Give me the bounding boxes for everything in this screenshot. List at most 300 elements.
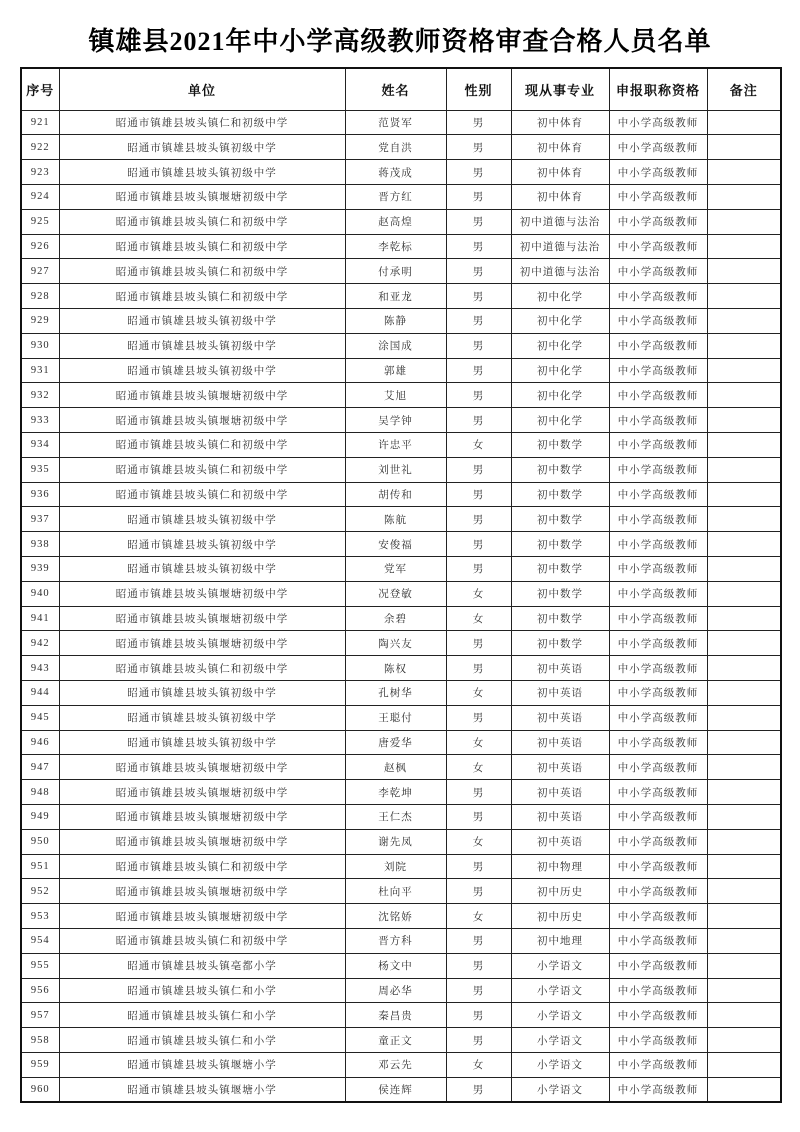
cell-unit: 昭通市镇雄县坡头镇初级中学: [59, 557, 345, 582]
cell-title-qualification: 中小学高级教师: [609, 209, 707, 234]
cell-gender: 男: [446, 309, 511, 334]
cell-serial: 929: [21, 309, 59, 334]
cell-unit: 昭通市镇雄县坡头镇初级中学: [59, 507, 345, 532]
cell-serial: 941: [21, 606, 59, 631]
cell-specialty: 初中英语: [511, 805, 609, 830]
cell-remark: [707, 1028, 781, 1053]
cell-specialty: 初中化学: [511, 284, 609, 309]
cell-gender: 男: [446, 928, 511, 953]
cell-specialty: 初中物理: [511, 854, 609, 879]
cell-specialty: 初中数学: [511, 557, 609, 582]
cell-unit: 昭通市镇雄县坡头镇仁和小学: [59, 1003, 345, 1028]
cell-specialty: 初中化学: [511, 333, 609, 358]
cell-title-qualification: 中小学高级教师: [609, 333, 707, 358]
cell-unit: 昭通市镇雄县坡头镇堰塘初级中学: [59, 879, 345, 904]
cell-specialty: 初中道德与法治: [511, 234, 609, 259]
cell-unit: 昭通市镇雄县坡头镇仁和初级中学: [59, 482, 345, 507]
cell-title-qualification: 中小学高级教师: [609, 730, 707, 755]
table-row: [21, 482, 781, 507]
cell-serial: 948: [21, 780, 59, 805]
cell-gender: 男: [446, 1077, 511, 1102]
cell-specialty: 初中数学: [511, 482, 609, 507]
cell-serial: 935: [21, 457, 59, 482]
table-row: [21, 185, 781, 210]
cell-unit: 昭通市镇雄县坡头镇初级中学: [59, 358, 345, 383]
cell-name: 王聪付: [345, 705, 446, 730]
cell-gender: 男: [446, 185, 511, 210]
table-row: [21, 755, 781, 780]
cell-name: 和亚龙: [345, 284, 446, 309]
cell-unit: 昭通市镇雄县坡头镇仁和初级中学: [59, 457, 345, 482]
cell-name: 陈静: [345, 309, 446, 334]
cell-remark: [707, 705, 781, 730]
cell-unit: 昭通市镇雄县坡头镇仁和初级中学: [59, 209, 345, 234]
cell-unit: 昭通市镇雄县坡头镇堰塘初级中学: [59, 631, 345, 656]
cell-name: 刘世礼: [345, 457, 446, 482]
table-header: [21, 68, 781, 110]
cell-gender: 男: [446, 953, 511, 978]
cell-remark: [707, 532, 781, 557]
cell-gender: 男: [446, 507, 511, 532]
cell-remark: [707, 457, 781, 482]
cell-unit: 昭通市镇雄县坡头镇初级中学: [59, 730, 345, 755]
cell-name: 安俊福: [345, 532, 446, 557]
cell-remark: [707, 209, 781, 234]
cell-remark: [707, 656, 781, 681]
table-row: [21, 383, 781, 408]
cell-specialty: 初中历史: [511, 879, 609, 904]
table-row: [21, 854, 781, 879]
cell-remark: [707, 805, 781, 830]
cell-gender: 男: [446, 1003, 511, 1028]
cell-gender: 男: [446, 854, 511, 879]
cell-title-qualification: 中小学高级教师: [609, 978, 707, 1003]
cell-serial: 945: [21, 705, 59, 730]
table-row: [21, 978, 781, 1003]
cell-name: 谢先凤: [345, 829, 446, 854]
page-title: 镇雄县2021年中小学高级教师资格审查合格人员名单: [88, 27, 712, 56]
cell-specialty: 初中化学: [511, 358, 609, 383]
cell-gender: 男: [446, 110, 511, 135]
cell-remark: [707, 978, 781, 1003]
cell-title-qualification: 中小学高级教师: [609, 284, 707, 309]
cell-name: 陈航: [345, 507, 446, 532]
cell-gender: 男: [446, 160, 511, 185]
cell-remark: [707, 1077, 781, 1102]
cell-name: 涂国成: [345, 333, 446, 358]
cell-specialty: 初中道德与法治: [511, 209, 609, 234]
cell-gender: 女: [446, 606, 511, 631]
cell-name: 艾旭: [345, 383, 446, 408]
header-unit: 单位: [59, 68, 345, 110]
cell-remark: [707, 110, 781, 135]
cell-title-qualification: 中小学高级教师: [609, 234, 707, 259]
cell-unit: 昭通市镇雄县坡头镇仁和初级中学: [59, 284, 345, 309]
table-row: [21, 730, 781, 755]
cell-gender: 男: [446, 705, 511, 730]
cell-remark: [707, 879, 781, 904]
table-row: [21, 581, 781, 606]
cell-unit: 昭通市镇雄县坡头镇仁和初级中学: [59, 259, 345, 284]
cell-gender: 女: [446, 755, 511, 780]
cell-serial: 957: [21, 1003, 59, 1028]
cell-title-qualification: 中小学高级教师: [609, 482, 707, 507]
cell-serial: 925: [21, 209, 59, 234]
cell-gender: 男: [446, 333, 511, 358]
header-row: [21, 68, 781, 110]
cell-remark: [707, 358, 781, 383]
cell-serial: 953: [21, 904, 59, 929]
cell-remark: [707, 1052, 781, 1077]
cell-serial: 955: [21, 953, 59, 978]
cell-title-qualification: 中小学高级教师: [609, 358, 707, 383]
cell-unit: 昭通市镇雄县坡头镇初级中学: [59, 705, 345, 730]
cell-remark: [707, 928, 781, 953]
cell-specialty: 初中化学: [511, 309, 609, 334]
cell-unit: 昭通市镇雄县坡头镇仁和初级中学: [59, 433, 345, 458]
cell-name: 晋方红: [345, 185, 446, 210]
cell-serial: 927: [21, 259, 59, 284]
cell-title-qualification: 中小学高级教师: [609, 805, 707, 830]
cell-title-qualification: 中小学高级教师: [609, 185, 707, 210]
cell-name: 秦昌贵: [345, 1003, 446, 1028]
table-row: [21, 928, 781, 953]
table-row: [21, 705, 781, 730]
cell-specialty: 小学语文: [511, 1003, 609, 1028]
cell-serial: 936: [21, 482, 59, 507]
cell-title-qualification: 中小学高级教师: [609, 1077, 707, 1102]
cell-name: 李乾标: [345, 234, 446, 259]
cell-unit: 昭通市镇雄县坡头镇堰塘小学: [59, 1052, 345, 1077]
cell-name: 胡传和: [345, 482, 446, 507]
cell-unit: 昭通市镇雄县坡头镇仁和小学: [59, 1028, 345, 1053]
cell-name: 杜向平: [345, 879, 446, 904]
cell-specialty: 小学语文: [511, 978, 609, 1003]
table-row: [21, 457, 781, 482]
cell-remark: [707, 482, 781, 507]
cell-remark: [707, 160, 781, 185]
cell-gender: 女: [446, 681, 511, 706]
cell-unit: 昭通市镇雄县坡头镇堰塘初级中学: [59, 780, 345, 805]
cell-unit: 昭通市镇雄县坡头镇仁和初级中学: [59, 234, 345, 259]
cell-title-qualification: 中小学高级教师: [609, 681, 707, 706]
cell-gender: 男: [446, 209, 511, 234]
cell-specialty: 初中英语: [511, 829, 609, 854]
cell-unit: 昭通市镇雄县坡头镇初级中学: [59, 333, 345, 358]
cell-title-qualification: 中小学高级教师: [609, 606, 707, 631]
cell-unit: 昭通市镇雄县坡头镇堰塘初级中学: [59, 185, 345, 210]
cell-serial: 951: [21, 854, 59, 879]
cell-gender: 男: [446, 135, 511, 160]
cell-gender: 男: [446, 780, 511, 805]
cell-specialty: 小学语文: [511, 1077, 609, 1102]
cell-gender: 男: [446, 457, 511, 482]
cell-title-qualification: 中小学高级教师: [609, 1052, 707, 1077]
cell-title-qualification: 中小学高级教师: [609, 631, 707, 656]
cell-remark: [707, 234, 781, 259]
cell-serial: 937: [21, 507, 59, 532]
cell-name: 吴学钟: [345, 408, 446, 433]
cell-remark: [707, 284, 781, 309]
cell-remark: [707, 953, 781, 978]
cell-name: 童正文: [345, 1028, 446, 1053]
cell-unit: 昭通市镇雄县坡头镇初级中学: [59, 309, 345, 334]
cell-serial: 943: [21, 656, 59, 681]
cell-name: 侯连辉: [345, 1077, 446, 1102]
cell-unit: 昭通市镇雄县坡头镇仁和小学: [59, 978, 345, 1003]
cell-remark: [707, 383, 781, 408]
teacher-roster-table: [20, 67, 782, 1103]
cell-gender: 女: [446, 730, 511, 755]
table-row: [21, 284, 781, 309]
cell-remark: [707, 730, 781, 755]
table-row: [21, 681, 781, 706]
cell-name: 党军: [345, 557, 446, 582]
cell-title-qualification: 中小学高级教师: [609, 656, 707, 681]
cell-name: 沈铭娇: [345, 904, 446, 929]
cell-remark: [707, 408, 781, 433]
cell-unit: 昭通市镇雄县坡头镇仁和初级中学: [59, 854, 345, 879]
cell-specialty: 初中数学: [511, 433, 609, 458]
cell-title-qualification: 中小学高级教师: [609, 1003, 707, 1028]
cell-gender: 男: [446, 631, 511, 656]
cell-name: 晋方科: [345, 928, 446, 953]
cell-name: 赵枫: [345, 755, 446, 780]
cell-unit: 昭通市镇雄县坡头镇堰塘初级中学: [59, 581, 345, 606]
cell-remark: [707, 681, 781, 706]
cell-serial: 958: [21, 1028, 59, 1053]
table-body: [21, 110, 781, 1102]
cell-remark: [707, 507, 781, 532]
cell-specialty: 小学语文: [511, 1052, 609, 1077]
cell-gender: 男: [446, 978, 511, 1003]
cell-name: 陈权: [345, 656, 446, 681]
cell-remark: [707, 904, 781, 929]
cell-serial: 926: [21, 234, 59, 259]
cell-specialty: 初中英语: [511, 705, 609, 730]
cell-specialty: 小学语文: [511, 953, 609, 978]
cell-serial: 938: [21, 532, 59, 557]
table-row: [21, 1003, 781, 1028]
cell-name: 陶兴友: [345, 631, 446, 656]
cell-name: 蒋茂成: [345, 160, 446, 185]
cell-gender: 男: [446, 557, 511, 582]
cell-unit: 昭通市镇雄县坡头镇堰塘初级中学: [59, 829, 345, 854]
cell-serial: 950: [21, 829, 59, 854]
cell-unit: 昭通市镇雄县坡头镇初级中学: [59, 160, 345, 185]
cell-title-qualification: 中小学高级教师: [609, 532, 707, 557]
cell-gender: 女: [446, 829, 511, 854]
cell-remark: [707, 606, 781, 631]
table-row: [21, 309, 781, 334]
cell-gender: 男: [446, 284, 511, 309]
cell-title-qualification: 中小学高级教师: [609, 953, 707, 978]
cell-serial: 934: [21, 433, 59, 458]
cell-gender: 男: [446, 879, 511, 904]
cell-unit: 昭通市镇雄县坡头镇堰塘初级中学: [59, 904, 345, 929]
cell-gender: 男: [446, 1028, 511, 1053]
cell-unit: 昭通市镇雄县坡头镇堰塘初级中学: [59, 805, 345, 830]
cell-title-qualification: 中小学高级教师: [609, 259, 707, 284]
cell-specialty: 初中体育: [511, 135, 609, 160]
cell-gender: 男: [446, 234, 511, 259]
cell-serial: 924: [21, 185, 59, 210]
cell-unit: 昭通市镇雄县坡头镇初级中学: [59, 135, 345, 160]
table-row: [21, 532, 781, 557]
cell-unit: 昭通市镇雄县坡头镇堰塘小学: [59, 1077, 345, 1102]
cell-name: 赵高煌: [345, 209, 446, 234]
header-gender: 性别: [446, 68, 511, 110]
cell-name: 李乾坤: [345, 780, 446, 805]
cell-unit: 昭通市镇雄县坡头镇堰塘初级中学: [59, 383, 345, 408]
cell-gender: 男: [446, 358, 511, 383]
cell-title-qualification: 中小学高级教师: [609, 581, 707, 606]
cell-title-qualification: 中小学高级教师: [609, 705, 707, 730]
cell-serial: 932: [21, 383, 59, 408]
cell-gender: 男: [446, 259, 511, 284]
cell-gender: 女: [446, 904, 511, 929]
cell-title-qualification: 中小学高级教师: [609, 854, 707, 879]
cell-serial: 923: [21, 160, 59, 185]
cell-specialty: 初中英语: [511, 755, 609, 780]
cell-name: 范贤军: [345, 110, 446, 135]
header-specialty: 现从事专业: [511, 68, 609, 110]
cell-specialty: 初中数学: [511, 581, 609, 606]
cell-name: 孔树华: [345, 681, 446, 706]
table-row: [21, 110, 781, 135]
cell-name: 况登敏: [345, 581, 446, 606]
cell-specialty: 初中地理: [511, 928, 609, 953]
table-row: [21, 904, 781, 929]
cell-remark: [707, 135, 781, 160]
cell-title-qualification: 中小学高级教师: [609, 309, 707, 334]
cell-name: 郭雄: [345, 358, 446, 383]
header-remark: 备注: [707, 68, 781, 110]
cell-serial: 921: [21, 110, 59, 135]
cell-remark: [707, 755, 781, 780]
cell-specialty: 初中英语: [511, 656, 609, 681]
cell-title-qualification: 中小学高级教师: [609, 160, 707, 185]
cell-specialty: 初中体育: [511, 110, 609, 135]
cell-name: 党自洪: [345, 135, 446, 160]
cell-specialty: 初中数学: [511, 532, 609, 557]
cell-remark: [707, 854, 781, 879]
cell-remark: [707, 581, 781, 606]
cell-specialty: 初中数学: [511, 457, 609, 482]
cell-specialty: 初中化学: [511, 408, 609, 433]
header-title-qualification: 申报职称资格: [609, 68, 707, 110]
cell-title-qualification: 中小学高级教师: [609, 135, 707, 160]
cell-unit: 昭通市镇雄县坡头镇仁和初级中学: [59, 656, 345, 681]
cell-remark: [707, 259, 781, 284]
cell-unit: 昭通市镇雄县坡头镇亳都小学: [59, 953, 345, 978]
cell-title-qualification: 中小学高级教师: [609, 557, 707, 582]
cell-serial: 949: [21, 805, 59, 830]
cell-name: 王仁杰: [345, 805, 446, 830]
table-row: [21, 606, 781, 631]
table-row: [21, 259, 781, 284]
table-row: [21, 879, 781, 904]
cell-serial: 928: [21, 284, 59, 309]
cell-serial: 922: [21, 135, 59, 160]
cell-remark: [707, 333, 781, 358]
cell-title-qualification: 中小学高级教师: [609, 755, 707, 780]
cell-specialty: 初中体育: [511, 160, 609, 185]
cell-unit: 昭通市镇雄县坡头镇堰塘初级中学: [59, 606, 345, 631]
cell-title-qualification: 中小学高级教师: [609, 507, 707, 532]
cell-name: 杨文中: [345, 953, 446, 978]
cell-serial: 940: [21, 581, 59, 606]
table-row: [21, 1052, 781, 1077]
cell-name: 刘院: [345, 854, 446, 879]
cell-specialty: 初中历史: [511, 904, 609, 929]
table-row: [21, 1028, 781, 1053]
cell-name: 周必华: [345, 978, 446, 1003]
cell-title-qualification: 中小学高级教师: [609, 879, 707, 904]
cell-serial: 939: [21, 557, 59, 582]
cell-serial: 933: [21, 408, 59, 433]
cell-specialty: 初中道德与法治: [511, 259, 609, 284]
cell-remark: [707, 780, 781, 805]
cell-title-qualification: 中小学高级教师: [609, 110, 707, 135]
cell-specialty: 初中化学: [511, 383, 609, 408]
cell-unit: 昭通市镇雄县坡头镇仁和初级中学: [59, 928, 345, 953]
cell-unit: 昭通市镇雄县坡头镇初级中学: [59, 681, 345, 706]
cell-title-qualification: 中小学高级教师: [609, 408, 707, 433]
table-row: [21, 631, 781, 656]
cell-specialty: 初中数学: [511, 631, 609, 656]
cell-gender: 男: [446, 805, 511, 830]
cell-serial: 931: [21, 358, 59, 383]
cell-serial: 944: [21, 681, 59, 706]
table-row: [21, 557, 781, 582]
cell-title-qualification: 中小学高级教师: [609, 829, 707, 854]
cell-title-qualification: 中小学高级教师: [609, 1028, 707, 1053]
table-row: [21, 1077, 781, 1102]
cell-remark: [707, 185, 781, 210]
table-row: [21, 829, 781, 854]
cell-title-qualification: 中小学高级教师: [609, 904, 707, 929]
table-row: [21, 333, 781, 358]
cell-serial: 959: [21, 1052, 59, 1077]
table-row: [21, 953, 781, 978]
cell-serial: 946: [21, 730, 59, 755]
cell-gender: 女: [446, 1052, 511, 1077]
cell-name: 邓云先: [345, 1052, 446, 1077]
cell-name: 唐爱华: [345, 730, 446, 755]
cell-title-qualification: 中小学高级教师: [609, 457, 707, 482]
cell-unit: 昭通市镇雄县坡头镇堰塘初级中学: [59, 755, 345, 780]
table-row: [21, 433, 781, 458]
header-serial: 序号: [21, 68, 59, 110]
cell-remark: [707, 557, 781, 582]
cell-serial: 960: [21, 1077, 59, 1102]
table-row: [21, 805, 781, 830]
table-row: [21, 209, 781, 234]
cell-specialty: 初中英语: [511, 780, 609, 805]
cell-title-qualification: 中小学高级教师: [609, 433, 707, 458]
cell-gender: 男: [446, 408, 511, 433]
table-row: [21, 780, 781, 805]
cell-remark: [707, 829, 781, 854]
cell-remark: [707, 631, 781, 656]
cell-unit: 昭通市镇雄县坡头镇仁和初级中学: [59, 110, 345, 135]
cell-gender: 女: [446, 433, 511, 458]
cell-name: 付承明: [345, 259, 446, 284]
cell-unit: 昭通市镇雄县坡头镇堰塘初级中学: [59, 408, 345, 433]
cell-remark: [707, 309, 781, 334]
cell-title-qualification: 中小学高级教师: [609, 780, 707, 805]
